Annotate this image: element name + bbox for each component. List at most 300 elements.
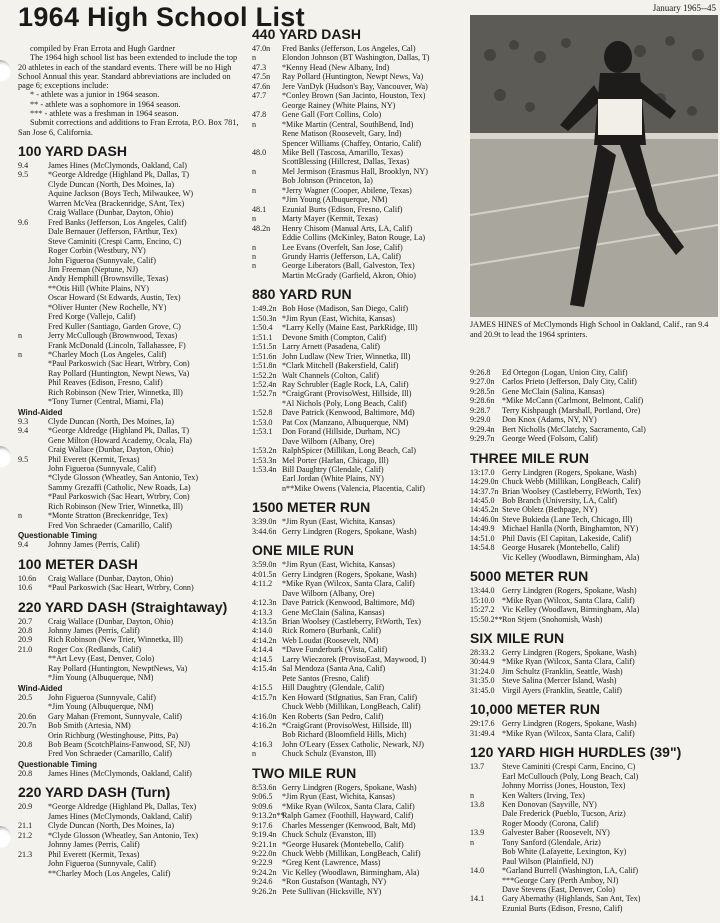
athlete-entry: Don Forand (Hillside, Durham, NC) [282,427,400,437]
mark-value: 48.0 [252,147,267,157]
list-item [18,227,240,236]
event-title: 100 METER DASH [18,555,138,572]
mark-value: 14:45.2n [470,505,499,515]
mark-value [18,654,48,663]
list-item [470,729,718,738]
athlete-entry: Orin Richburg (Westinghouse, Pitts, Pa) [48,730,179,740]
athlete-entry: Virgil Ayers (Franklin, Seattle, Calif) [502,685,623,695]
intro-submit: Submit corrections and additions to Fran Errota, P.O. Box 781, San Jose 6, California. [18,118,239,137]
list-item [252,749,468,758]
list-item [252,589,468,598]
list-item [18,303,240,312]
list-item [252,261,468,270]
mark-value: 9.5 [18,454,29,464]
mark-value: 9:22.0n [252,848,277,858]
athlete-entry: *Mike Martin (Central, SouthBend, Ind) [282,119,414,129]
mark-value: 1:52.8 [252,408,273,418]
athlete-entry: RalphSpicer (Millikan, Long Beach, Cal) [282,446,416,456]
list-item [252,877,468,886]
mark-value [252,101,282,110]
athlete-entry: Clyde Duncan (North, Des Moines, Ia) [48,416,175,426]
intro-note-sophomore: ** - athlete was a sophomore in 1964 season. [30,99,181,109]
mark-value [18,483,48,492]
athlete-entry: Johnny James (Perris, Calif) [48,540,140,550]
event-section [18,557,240,593]
list-item [18,417,240,426]
mark-value: 1:51.1 [252,332,273,342]
athlete-entry: Paul Wilson (Plainfield, NJ) [502,856,594,866]
mark-value [18,436,48,445]
athlete-entry: *Paul Parkoswich (Sac Heart, Wtrbry, Conn) [48,583,194,593]
athlete-entry: Fred Von Schraeder (Camarillo, Calif) [48,520,172,530]
athlete-entry: Dave Patrick (Kenwood, Baltimore, Md) [282,408,415,418]
mark-value [18,312,48,321]
list-item [470,781,718,790]
athlete-entry: Fred Banks (Jefferson, Los Angeles, Cal) [282,44,416,53]
column-right-events [470,368,718,913]
mark-value [18,840,48,849]
event-title: 120 YARD HIGH HURDLES (39") [470,744,682,761]
athlete-entry: *Mike Ryan (Wilcox, Santa Clara, Calif) [502,595,635,605]
mark-value [18,812,48,821]
list-item [470,368,718,377]
athlete-entry: Mike Bell (Tascosa, Amarillo, Texas) [282,147,403,157]
athlete-entry: James Hines (McClymonds, Oakland, Calif) [48,811,192,821]
mark-value: 47.5n [252,72,271,82]
athlete-entry: *Jim Young (Albuquerque, NM) [48,673,154,683]
list-item [252,53,468,62]
event-title: ONE MILE RUN [252,542,354,559]
athlete-entry: Don Knox (Adams, NY, NY) [502,415,597,425]
mark-value: 3:59.0n [252,560,277,570]
athlete-entry: Gene McClain (Salina, Kansas) [282,607,385,617]
sprinter-photo-image [470,15,718,317]
athlete-entry: Johnny James (Perris, Calif) [48,840,140,850]
list-item [252,517,468,526]
list-item [18,256,240,265]
athlete-entry: Clyde Duncan (North, Des Moines, Ia) [48,179,175,189]
athlete-entry: Carlos Prieto (Jefferson, Daly City, Calif) [502,377,637,387]
athlete-entry: Chuck Webb (Millikan, LongBeach, Calif) [282,702,421,712]
athlete-entry: Gerry Lindgren (Rogers, Spokane, Wash) [502,586,637,596]
list-item [252,560,468,569]
mark-value: 3:39.0n [252,517,277,527]
athlete-entry: Fred Banks (Jefferson, Los Angeles, Calif) [48,217,187,227]
athlete-entry: *Jim Young (Albuquerque, NM) [48,702,154,712]
list-item [252,484,468,493]
mark-value: 14:45.0 [470,495,495,505]
athlete-entry: Craig Wallace (Dunbar, Dayton, Ohio) [48,445,174,455]
list-item [470,434,718,443]
list-item [18,473,240,482]
event-section [470,631,718,695]
mark-value: 21.2 [18,830,33,840]
list-item [470,800,718,809]
athlete-entry: *Jerry Wagner (Cooper, Abilene, Texas) [282,185,412,195]
list-item [252,418,468,427]
mark-value: n [18,350,23,360]
athlete-entry: Rich Robinson (New Trier, Winnetka, Ill) [48,387,183,397]
mark-value [18,673,48,682]
list-item [252,82,468,91]
mark-value: 9:28.7 [470,405,491,415]
athlete-entry: Rene Matison (Roosevelt, Gary, Ind) [282,129,402,139]
athlete-entry: Mel Jermison (Erasmus Hall, Brooklyn, NY) [282,166,428,176]
column-left [18,44,240,878]
page-date: January 1965--45 [652,3,716,13]
mark-value [470,781,502,790]
athlete-entry: Johnny Morriss (Jones, Houston, Tex) [502,781,626,791]
athlete-entry: *Oliver Hunter (New Rochelle, NY) [48,302,167,312]
list-item [252,91,468,100]
mark-value: 4:13.3 [252,607,273,617]
athlete-entry: Lee Evans (Overfelt, San Jose, Calif) [282,242,403,252]
mark-value: 9.4 [18,160,29,170]
mark-value [18,199,48,208]
mark-value: n [18,511,23,521]
athlete-entry: Dave Stevens (East, Denver, Colo) [502,885,615,895]
athlete-entry: Martin McGrady (Garfield, Akron, Ohio) [282,270,416,280]
list-item [18,436,240,445]
mark-value: 20.8 [18,739,33,749]
list-item [470,762,718,771]
mark-value: 9:29.0 [470,415,491,425]
athlete-entry: Rich Robinson (New Trier, Winnetka, Ill) [48,501,183,511]
mark-value [252,484,282,493]
mark-value [18,521,48,530]
list-item [18,246,240,255]
athlete-entry: Ray Pollard (Huntington, Newpt News, Va) [48,368,190,378]
list-item [470,686,718,695]
list-item [18,869,240,878]
mark-value: 21.0 [18,644,33,654]
athlete-entry: Clyde Duncan (North, Des Moines, Ia) [48,821,175,831]
mark-value [470,876,502,885]
event-title: TWO MILE RUN [252,764,357,781]
list-item [252,626,468,635]
list-item [252,314,468,323]
mark-value: 20.6n [18,711,37,721]
list-item [252,157,468,166]
mark-value: 31:49.4 [470,728,495,738]
list-item [252,120,468,129]
athlete-entry: Walt Channels (Colton, Calif) [282,370,379,380]
list-item [470,676,718,685]
list-item [252,129,468,138]
event-section [470,702,718,738]
event-section [470,569,718,624]
mark-value: n [252,185,257,195]
mark-value [18,359,48,368]
mark-value [470,772,502,781]
mark-value: 9:29.4n [470,424,495,434]
mark-value [18,265,48,274]
mark-value: 9:26.2n [252,886,277,896]
athlete-entry: Ray Schrubler (Eagle Rock, LA, Calif) [282,379,409,389]
mark-value: 13:17.0 [470,467,495,477]
athlete-entry: ***George Cary (Perth Amboy, NJ) [502,875,619,885]
list-item [18,749,240,758]
list-item [252,399,468,408]
athlete-entry: *Jim Young (Albuquerque, NM) [282,195,388,205]
list-item [18,831,240,840]
athlete-entry: *Tony Turner (Central, Miami, Fla) [48,397,164,407]
athlete-entry: Bob Hose (Madison, San Diego, Calif) [282,304,409,314]
athlete-entry: Gene Gall (Fort Collins, Colo) [282,110,382,120]
athlete-entry: Dale Frederick (Pueblo, Tucson, Ariz) [502,809,626,819]
athlete-entry: James Hines (McClymonds, Oakland, Calif) [48,768,192,778]
mark-value: 1:52.7n [252,389,277,399]
list-item [470,904,718,913]
list-item [18,161,240,170]
mark-value [18,397,48,406]
list-item [252,608,468,617]
list-item [252,44,468,53]
list-item [18,521,240,530]
event-section [470,745,718,913]
event-section [470,368,718,444]
mark-value: 9:06.5 [252,792,273,802]
list-item [18,208,240,217]
mark-value [470,809,502,818]
list-item [18,859,240,868]
column-left-events [18,144,240,878]
athlete-entry: Jerry McCullough (Brownwood, Texas) [48,331,178,341]
mark-value [252,195,282,204]
list-item [18,369,240,378]
athlete-entry: Charles Messenger (Kenwood, Balt, Md) [282,820,416,830]
list-item [252,783,468,792]
list-item [18,626,240,635]
list-item [18,840,240,849]
event-section [18,600,240,779]
athlete-entry: Steve Caminiti (Crespi Carm, Encino, C) [502,762,636,772]
sprinter-photo [470,15,718,317]
mark-value: 9:26.8 [470,368,491,377]
mark-value: 9:21.1n [252,839,277,849]
mark-value: 4:16.3 [252,739,273,749]
athlete-entry: *Al Nichols (Poly, Long Beach, Calif) [282,398,407,408]
event-section [18,785,240,878]
event-title: 440 YARD DASH [252,26,361,42]
athlete-entry: Jim Freeman (Neptune, NJ) [48,264,138,274]
athlete-entry: **Charley Moch (Los Angeles, Calif) [48,868,171,878]
event-title: 10,000 METER RUN [470,701,600,718]
mark-value [470,885,502,894]
athlete-entry: Fred Kuller (Santiago, Garden Grove, C) [48,321,181,331]
list-item [252,721,468,730]
mark-value: n [252,261,257,271]
column-right [470,368,718,913]
mark-value [252,474,282,483]
mark-value: 20.7n [18,721,37,731]
list-item [252,186,468,195]
mark-value [18,256,48,265]
list-item [252,840,468,849]
list-item [470,596,718,605]
mark-value [18,284,48,293]
mark-value: 15:50.2** [470,614,503,624]
athlete-entry: *Mike McCann (Carlmont, Belmont, Calif) [502,396,644,406]
mark-value [252,437,282,446]
list-item [470,828,718,837]
list-item [18,702,240,711]
mark-value [252,176,282,185]
athlete-entry: Ken Roberts (San Pedro, Calif) [282,711,384,721]
athlete-entry: *Monte Stratton (Breckenridge, Tex) [48,511,168,521]
event-title: 100 YARD DASH [18,142,127,159]
list-item [18,322,240,331]
athlete-entry: *Conley Brown (San Jacinto, Houston, Tex) [282,91,426,101]
athlete-entry: Andy Hemphill (Brownsville, Texas) [48,274,169,284]
athlete-entry: *Greg Kent (Lawrence, Mass) [282,858,381,868]
list-item [18,350,240,359]
subheading: Wind-Aided [18,683,63,693]
mark-value: 31:35.0 [470,676,495,686]
athlete-entry: Vic Kelley (Woodlawn, Birmingham, Ala) [502,605,640,615]
athlete-entry: Terry Kishpaugh (Marshall, Portland, Ore) [502,405,641,415]
list-item [252,176,468,185]
mark-value: 4:15.5 [252,683,273,693]
athlete-entry: Ray Pollard (Huntington, NewptNews, Va) [48,663,188,673]
list-item [18,218,240,227]
athlete-entry: Ray Pollard (Huntington, Newpt News, Va) [282,72,424,82]
athlete-entry: Chuck Webb (Millikan, LongBeach, Calif) [502,477,641,487]
athlete-entry: Phil Everett (Kermit, Texas) [48,454,140,464]
mark-value: 3:44.6n [252,526,277,536]
athlete-entry: Brian Woolsey (Castleberry, FtWorth, Tex) [502,486,641,496]
column-middle [252,20,468,896]
athlete-entry: *Dave Funderburk (Vista, Calif) [282,645,388,655]
athlete-entry: Steve Salina (Mercer Island, Wash) [502,676,617,686]
mark-value [470,857,502,866]
list-item [470,487,718,496]
athlete-entry: *George Aldredge (Highland Pk, Dallas, T) [48,170,190,180]
event-title: THREE MILE RUN [470,449,589,466]
list-item [252,195,468,204]
list-item [470,387,718,396]
subheading: Questionable Timing [18,531,97,541]
athlete-entry: Ken Howard (StIgnatius, San Fran, Calif) [282,692,418,702]
athlete-entry: ScottBlessing (Hillcrest, Dallas, Texas) [282,157,410,167]
list-item [252,712,468,721]
athlete-entry: Oscar Howard (St Edwards, Austin, Tex) [48,293,181,303]
athlete-entry: George Liberators (Ball, Galveston, Tex) [282,261,415,271]
athlete-entry: Dale Bernauer (Jefferson, FArthur, Tex) [48,227,178,237]
mark-value [252,157,282,166]
list-item [470,719,718,728]
athlete-entry: *Larry Kelly (Maine East, ParkRidge, Ill) [282,323,418,333]
list-item [18,635,240,644]
mark-value: 14.0 [470,866,485,876]
list-item [18,445,240,454]
athlete-entry: John Figueroa (Sunnyvale, Calif) [48,692,156,702]
athlete-entry: *Mike Ryan (Wilcox, Santa Clara, Calif) [502,728,635,738]
mark-value [18,237,48,246]
athlete-entry: *CraigGrant (ProvisoWest, Hillside, Ill) [282,721,412,730]
list-item [252,205,468,214]
athlete-entry: Grundy Harris (Jefferson, LA, Calif) [282,251,401,261]
subheading: Questionable Timing [18,759,97,769]
list-item [252,243,468,252]
mark-value [18,492,48,501]
mark-value: 1:52.2n [252,370,277,380]
list-item [252,233,468,242]
list-item [252,792,468,801]
mark-value: 1:53.4n [252,465,277,475]
mark-value: 14:51.0 [470,533,495,543]
athlete-entry: Rick Romero (Burbank, Calif) [282,626,381,636]
list-item [470,515,718,524]
mark-value: 15:27.2 [470,605,495,615]
mark-value: 21.1 [18,821,33,831]
athlete-entry: Bob Johnson (Princeton, Ia) [282,176,373,186]
list-item [252,868,468,877]
list-item [18,492,240,501]
athlete-entry: Ezunial Burts (Edison, Fresno, Calif) [282,204,403,214]
list-item [18,693,240,702]
page-title: 1964 High School List [18,2,305,32]
mark-value [252,139,282,148]
athlete-entry: *Paul Parkoswich (Sac Heart, Wtrbry, Con) [48,492,190,502]
list-item [470,847,718,856]
list-item [252,437,468,446]
athlete-entry: Steve Obletz (Bethpage, NY) [502,505,598,515]
mark-value: 4:13.5n [252,617,277,627]
list-item [252,702,468,711]
mark-value: 1:50.3n [252,313,277,323]
list-item [252,465,468,474]
list-item [470,586,718,595]
mark-value: 9:29.7n [470,434,495,444]
list-item [252,811,468,820]
list-item [470,819,718,828]
mark-value: 20.9 [18,802,33,812]
list-item [470,505,718,514]
mark-value: 4:14.2n [252,635,277,645]
event-title: 1500 METER RUN [252,499,371,516]
athlete-entry: Gary Mahan (Fremont, Sunnyvale, Calif) [48,711,182,721]
athlete-entry: Gary Abernathy (Highlands, San Ant, Tex) [502,894,641,904]
mark-value: 10.6n [18,573,37,583]
athlete-entry: n**Mike Owens (Valencia, Placentia, Calif) [282,483,425,493]
athlete-entry: Ralph Gamez (Foothill, Hayward, Calif) [282,811,414,821]
column-middle-events [252,27,468,896]
athlete-entry: Jim Schultz (Franklin, Seattle, Wash) [502,666,623,676]
list-item [18,312,240,321]
athlete-entry: Spencer Williams (Chaffey, Ontario, Calif) [282,138,422,148]
list-item [18,359,240,368]
list-item [252,830,468,839]
athlete-entry: Eddie Collins (McKinley, Baton Rouge, La) [282,233,426,243]
mark-value: 1:53.2n [252,446,277,456]
athlete-entry: Craig Wallace (Dunbar, Dayton, Ohio) [48,573,174,583]
mark-value: 1:51.8n [252,361,277,371]
list-item [18,574,240,583]
intro-byline: compiled by Fran Errota and Hugh Gardner [30,44,176,53]
event-title: 880 YARD RUN [252,286,352,303]
mark-value [252,674,282,683]
event-section [252,766,468,896]
mark-value: n [18,331,23,341]
list-item [252,323,468,332]
list-item [252,674,468,683]
athlete-entry: Larry Arnett (Pasadena, Calif) [282,342,380,352]
mark-value [252,589,282,598]
event-title: 220 YARD DASH (Straightaway) [18,598,228,615]
athlete-entry: Henry Chisom (Manual Arts, LA, Calif) [282,223,413,233]
list-item [252,361,468,370]
